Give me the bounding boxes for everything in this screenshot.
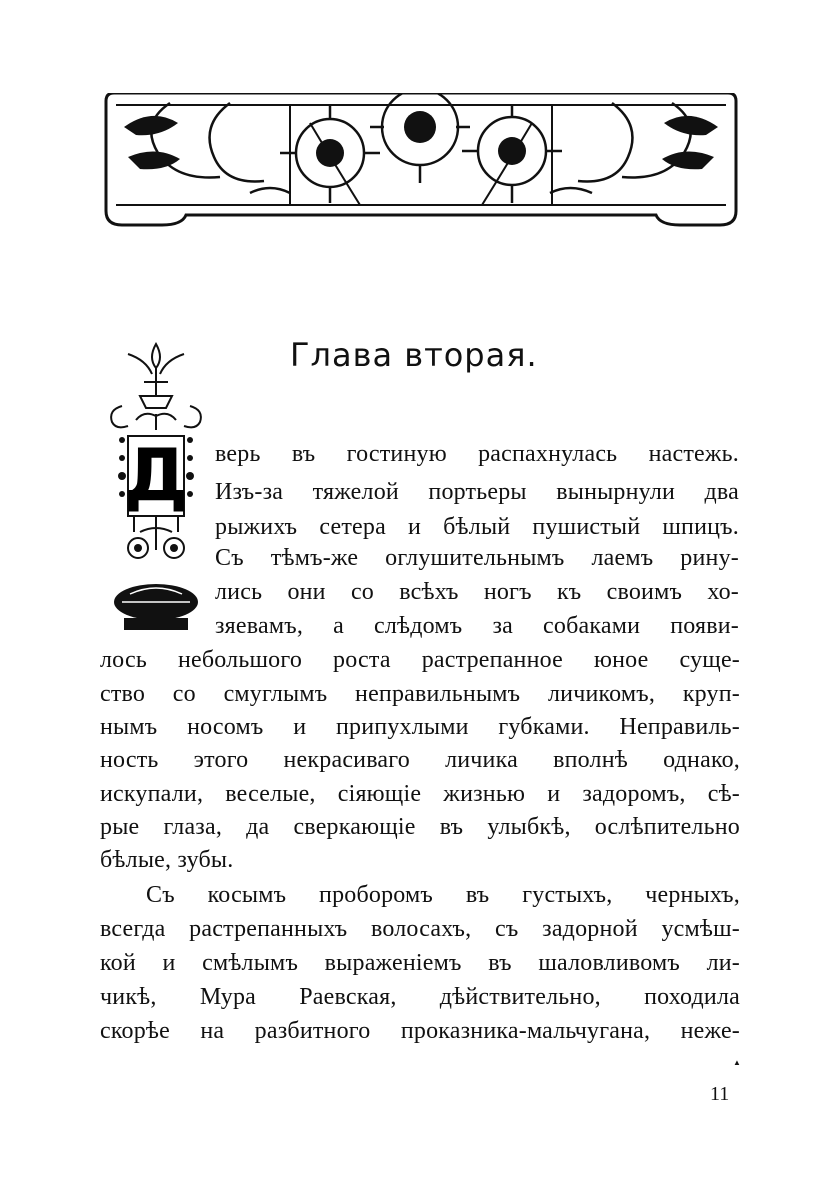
text-line: чикѣ, Мура Раевская, дѣйствительно, походила xyxy=(100,984,740,1010)
text-line: верь въ гостиную распахнулась настежь. xyxy=(215,441,739,467)
text-line: бѣлые, зубы. xyxy=(100,847,234,873)
text-line: рые глаза, да сверкающіе въ улыбкѣ, ослѣпительно xyxy=(100,814,740,840)
text-line: лось небольшого роста растрепанное юное суще- xyxy=(100,647,740,673)
text-line: лись они со всѣхъ ногъ къ своимъ хо- xyxy=(215,579,739,605)
text-line: Съ тѣмъ-же оглушительнымъ лаемъ рину- xyxy=(215,545,739,571)
text-line: Съ косымъ проборомъ въ густыхъ, черныхъ, xyxy=(146,882,740,908)
drop-cap-ornament xyxy=(104,340,208,642)
text-line: рыжихъ сетера и бѣлый пушистый шпицъ. xyxy=(215,514,739,540)
text-line: Изъ-за тяжелой портьеры вынырнули два xyxy=(215,479,739,505)
header-ornament xyxy=(100,93,742,236)
text-line: всегда растрепанныхъ волосахъ, съ задорной усмѣш- xyxy=(100,916,740,942)
text-line: нымъ носомъ и припухлыми губками. Неправиль- xyxy=(100,714,740,740)
drop-cap-letter: Д xyxy=(123,433,189,517)
text-line: зяевамъ, а слѣдомъ за собаками появи- xyxy=(215,613,739,639)
text-line: ство со смуглымъ неправильнымъ личикомъ, круп- xyxy=(100,681,740,707)
chapter-title: Глава вторая. xyxy=(290,336,538,374)
text-line: кой и смѣлымъ выраженіемъ въ шаловливомъ ли- xyxy=(100,950,740,976)
text-line: ность этого некрасиваго личика вполнѣ однако, xyxy=(100,747,740,773)
text-line: скорѣе на разбитного проказника-мальчугана, неже- xyxy=(100,1018,740,1044)
text-line: искупали, веселые, сіяющіе жизнью и задоромъ, сѣ- xyxy=(100,781,740,807)
page-number: 11 xyxy=(710,1083,730,1105)
stray-mark: ▲ xyxy=(733,1058,741,1067)
